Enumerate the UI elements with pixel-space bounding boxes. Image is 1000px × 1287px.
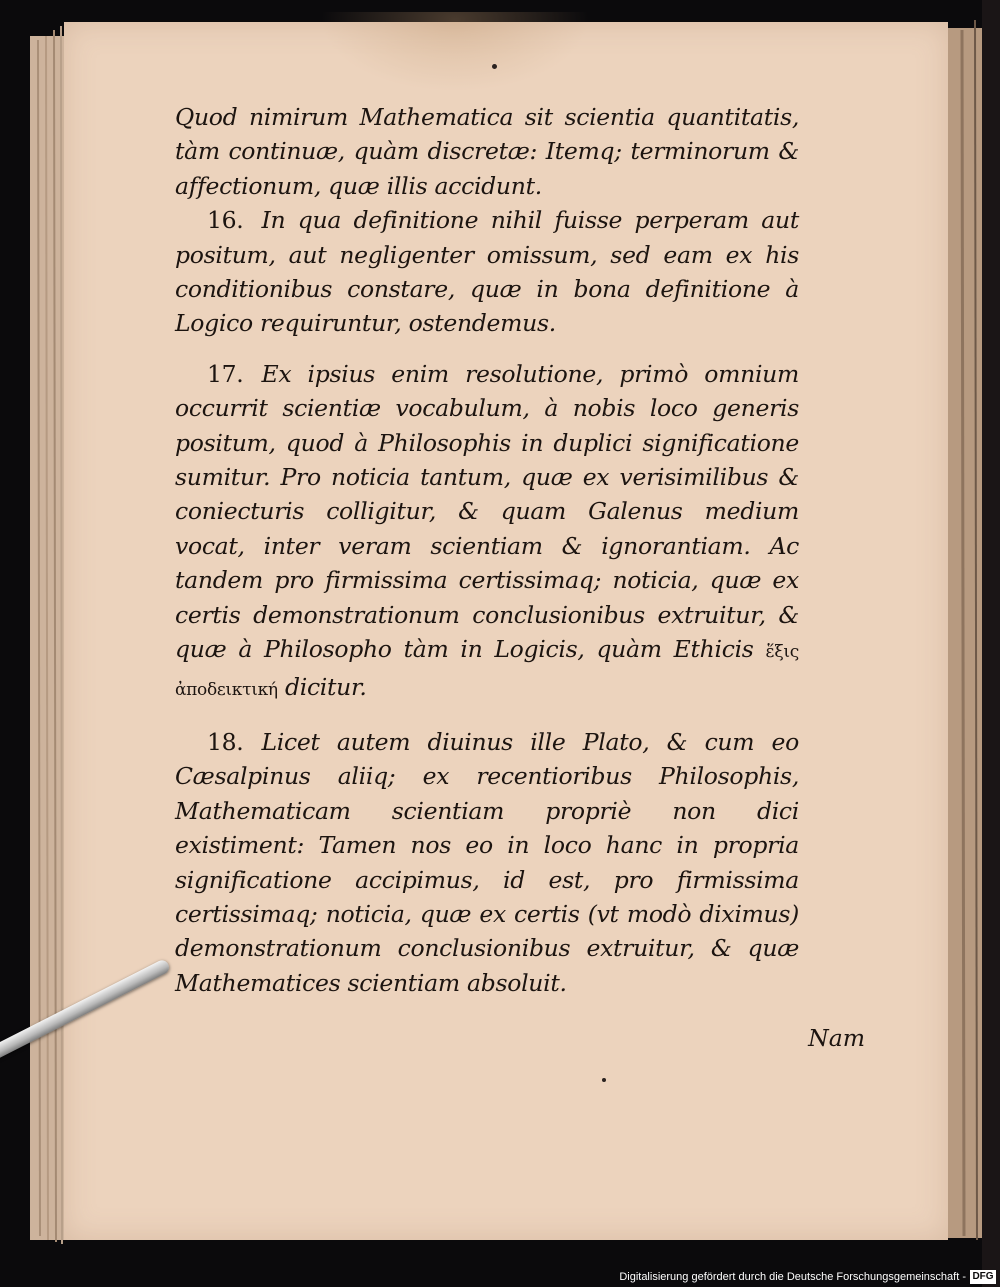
paragraph-17 [175, 357, 799, 707]
paragraph-17-number: 17. [207, 359, 244, 388]
paragraph-18-text: Licet autem diuinus ille Plato, & cum eo Cæsalpinus aliiq; ex recentioribus Philosophis, Mathematicam scientiam propriè non dici existiment: Tamen nos eo in loco hanc in propria significatione accipimus, id est, pro firmissima certissimaq; noticia, quæ ex certis (vt modò diximus) demonstrationum conclusionibus extruitur, & quæ Mathematices scientiam absoluit. [175, 727, 799, 997]
paragraph-15 [175, 100, 799, 203]
paragraph-16 [175, 203, 799, 341]
paragraph-17-text: Ex ipsius enim resolutione, primò omnium occurrit scientiæ vocabulum, à nobis loco generis positum, quod à Philosophis in duplici significatione sumitur. Pro noticia tantum, quæ ex verisimilibus & coniecturis colligitur, & quam Galenus medium vocat, inter veram scientiam & ignorantiam. Ac tandem pro firmissima certissimaq; noticia, quæ ex certis demonstrationum conclusionibus extruitur, & quæ à Philosopho tàm in Logicis, quàm Ethicis [175, 359, 799, 664]
digitization-credit: Digitalisierung gefördert durch die Deutsche Forschungsgemeinschaft - [619, 1271, 966, 1283]
paragraph-17-end: dicitur. [284, 672, 367, 701]
paragraph-18 [175, 725, 799, 1000]
paragraph-15-text: Quod nimirum Mathematica sit scientia quantitatis, tàm continuæ, quàm discretæ: Itemq; terminorum & affectionum, quæ illis accidunt. [175, 103, 799, 200]
catchword: Nam [808, 1024, 865, 1052]
ink-speck [602, 1078, 606, 1082]
page-text [175, 100, 799, 1000]
paragraph-16-text: In qua definitione nihil fuisse perperam aut positum, aut negligenter omissum, sed eam ex his conditionibus constare, quæ in bona definitione à Logico requiruntur, ostendemus. [175, 206, 799, 338]
ink-speck [492, 64, 497, 69]
water-stain [320, 12, 590, 92]
greek-phrase: ἕξις ἀποδεικτική [175, 642, 799, 700]
dfg-logo: DFG [970, 1270, 996, 1284]
paragraph-18-number: 18. [207, 727, 244, 756]
paragraph-16-number: 16. [207, 206, 244, 235]
